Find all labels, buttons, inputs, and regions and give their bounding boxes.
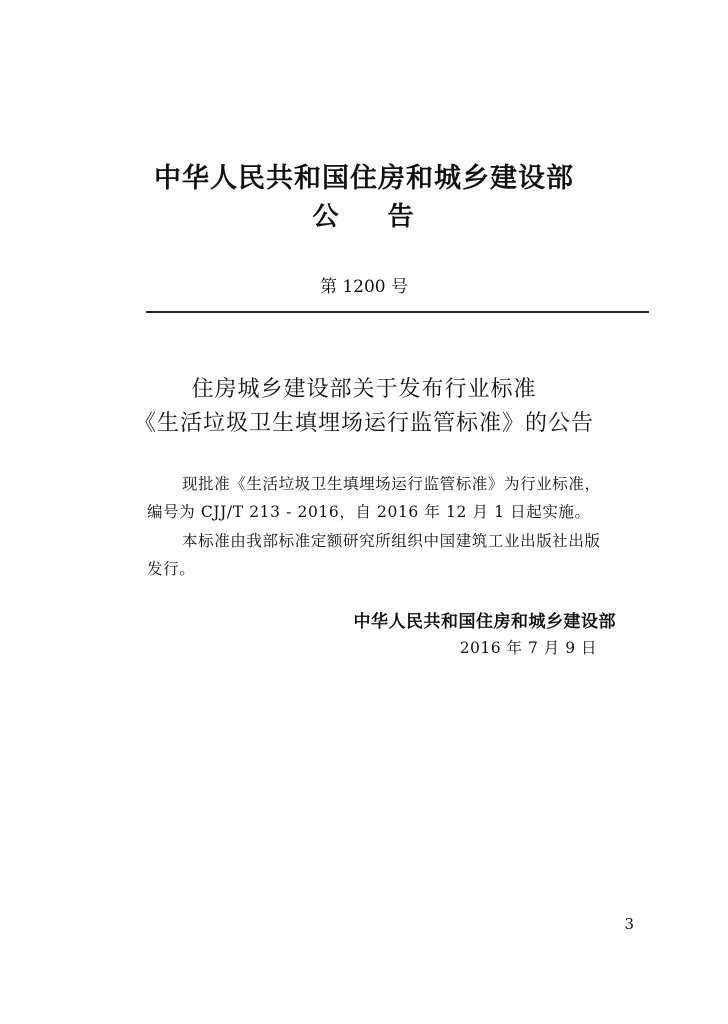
header-divider — [146, 311, 649, 313]
body-text-line: 编号为 CJJ/T 213 - 2016，自 2016 年 12 月 1 日起实施。 — [147, 503, 591, 521]
body-text-line: 现批准《生活垃圾卫生填埋场运行监管标准》为行业标准， — [182, 475, 601, 493]
document-title-line-2: 《生活垃圾卫生填埋场运行监管标准》的公告 — [133, 411, 594, 436]
signature-date: 2016 年 7 月 9 日 — [459, 639, 597, 657]
page-number: 3 — [624, 915, 634, 933]
signature-organization: 中华人民共和国住房和城乡建设部 — [353, 612, 616, 632]
body-text-line: 发行。 — [147, 560, 196, 578]
document-title-line-1: 住房城乡建设部关于发布行业标准 — [191, 377, 537, 402]
notice-number: 第 1200 号 — [319, 277, 409, 297]
issuing-authority-heading: 中华人民共和国住房和城乡建设部 — [154, 163, 574, 194]
body-text-line: 本标准由我部标准定额研究所组织中国建筑工业出版社出版 — [182, 532, 601, 550]
announcement-heading: 公 告 — [312, 202, 416, 232]
